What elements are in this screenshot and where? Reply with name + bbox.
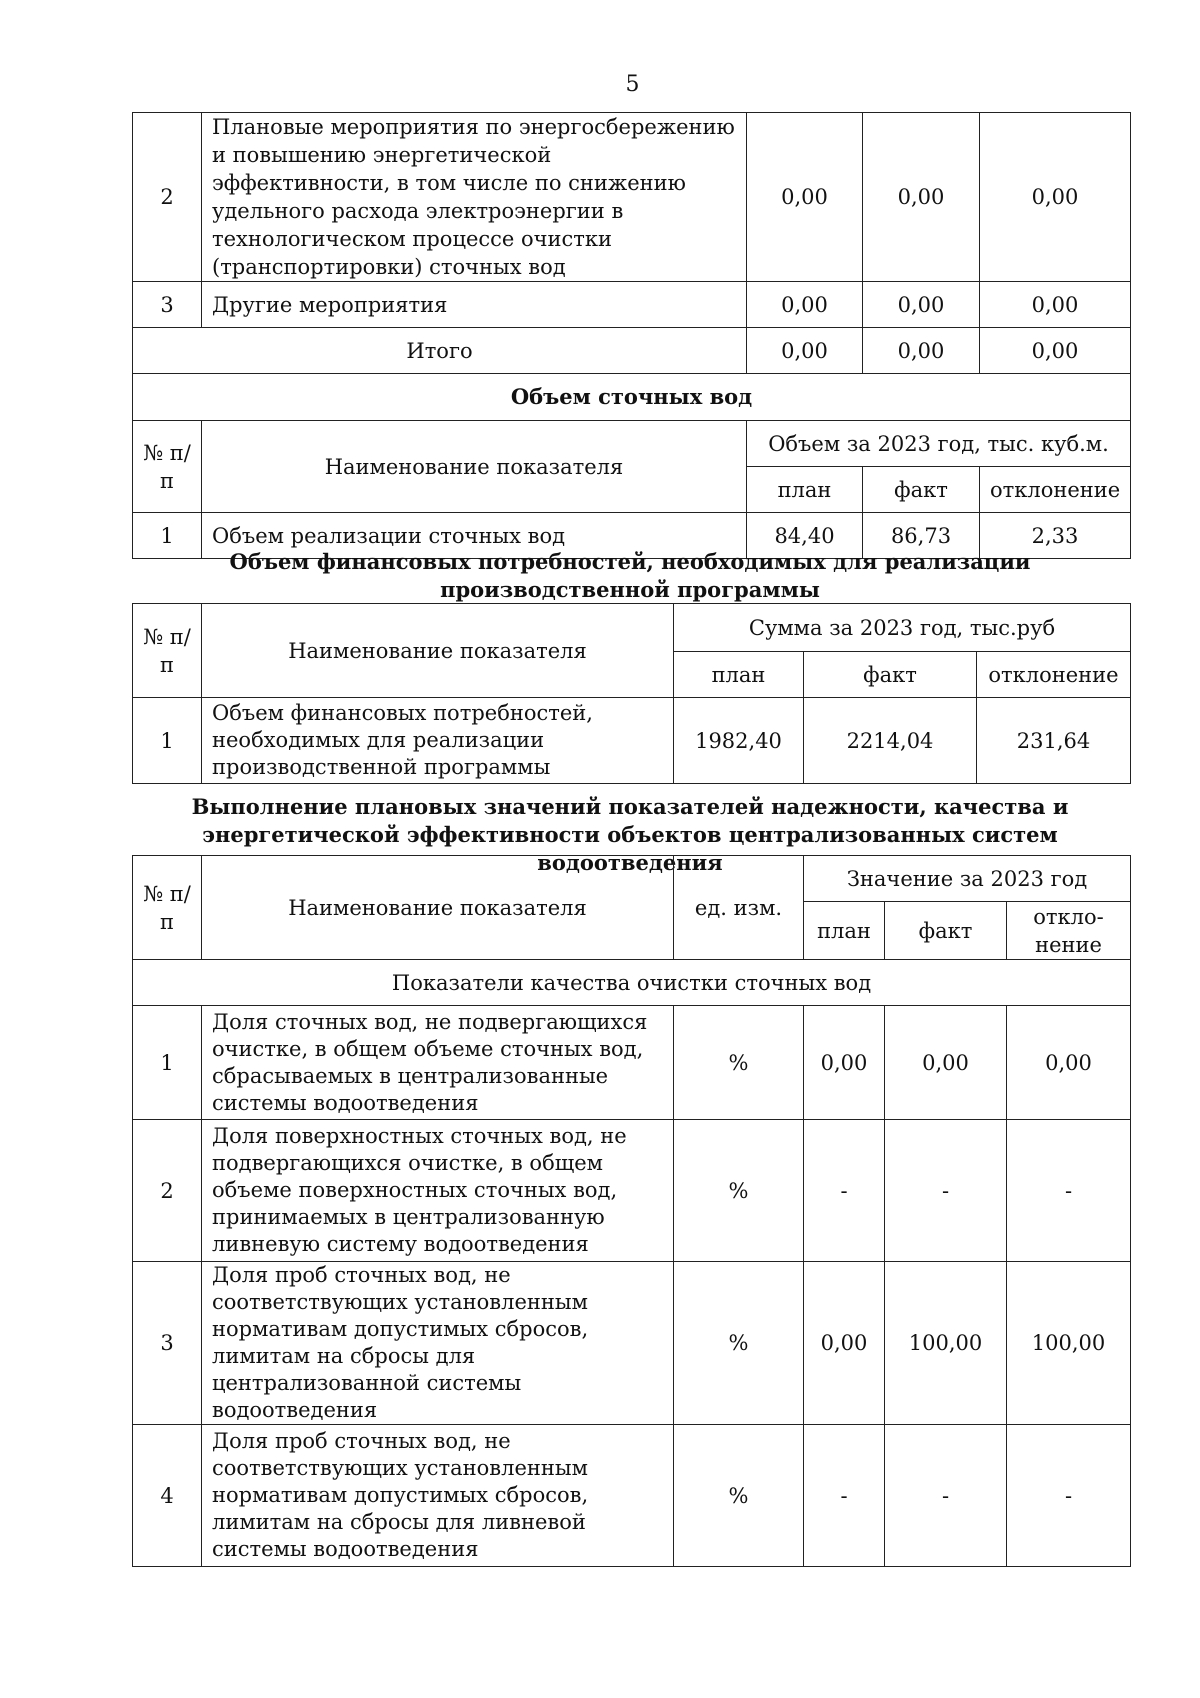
header-plan: план	[747, 467, 863, 513]
header-plan: план	[674, 652, 804, 698]
header-num: № п/п	[133, 856, 202, 960]
header-unit: ед. изм.	[674, 856, 804, 960]
header-fact: факт	[863, 467, 980, 513]
header-name: Наименование показателя	[202, 856, 674, 960]
row-name: Доля проб сточных вод, не соответствующих установленным нормативам допустимых сбросов, лимитам на сбросы для централизованной системы водоотведения	[202, 1262, 674, 1425]
header-group: Значение за 2023 год	[804, 856, 1131, 902]
row-plan: 1982,40	[674, 698, 804, 784]
volume-table	[132, 112, 1131, 559]
header-row	[133, 604, 1131, 652]
row-name: Доля проб сточных вод, не соответствующих установленным нормативам допустимых сбросов, лимитам на сбросы для ливневой системы водоотведения	[202, 1425, 674, 1567]
row-unit: %	[674, 1120, 804, 1262]
table-row	[133, 1006, 1131, 1120]
row-plan: 84,40	[747, 513, 863, 559]
row-unit: %	[674, 1262, 804, 1425]
row-name: Объем реализации сточных вод	[202, 513, 747, 559]
row-value: 0,00	[747, 282, 863, 328]
total-row	[133, 328, 1131, 374]
row-fact: -	[885, 1425, 1007, 1567]
header-fact: факт	[804, 652, 977, 698]
row-fact: -	[885, 1120, 1007, 1262]
row-fact: 2214,04	[804, 698, 977, 784]
total-value: 0,00	[863, 328, 980, 374]
row-plan: 0,00	[804, 1262, 885, 1425]
total-label: Итого	[133, 328, 747, 374]
row-number: 2	[133, 1120, 202, 1262]
header-name: Наименование показателя	[202, 421, 747, 513]
total-value: 0,00	[980, 328, 1131, 374]
row-value: 0,00	[863, 113, 980, 282]
row-number: 1	[133, 513, 202, 559]
header-dev: откло-нение	[1007, 902, 1131, 960]
row-number: 4	[133, 1425, 202, 1567]
row-dev: 231,64	[977, 698, 1131, 784]
page-number: 5	[625, 72, 640, 97]
row-value: 0,00	[863, 282, 980, 328]
row-dev: 2,33	[980, 513, 1131, 559]
row-plan: -	[804, 1120, 885, 1262]
header-fact: факт	[885, 902, 1007, 960]
row-name: Объем финансовых потребностей, необходимых для реализации производственной программы	[202, 698, 674, 784]
row-value: 0,00	[747, 113, 863, 282]
row-number: 2	[133, 113, 202, 282]
row-name: Доля сточных вод, не подвергающихся очистке, в общем объеме сточных вод, сбрасываемых в централизованные системы водоотведения	[202, 1006, 674, 1120]
row-unit: %	[674, 1006, 804, 1120]
row-dev: -	[1007, 1425, 1131, 1567]
row-value: 0,00	[980, 113, 1131, 282]
indicators-table	[132, 855, 1131, 1567]
row-unit: %	[674, 1425, 804, 1567]
row-value: 0,00	[980, 282, 1131, 328]
finance-heading: Объем финансовых потребностей, необходимых для реализации производственной программы	[229, 549, 1031, 602]
row-number: 3	[133, 1262, 202, 1425]
section-title: Объем сточных вод	[133, 374, 1131, 421]
section-title-row	[133, 374, 1131, 421]
row-dev: -	[1007, 1120, 1131, 1262]
section-row	[133, 960, 1131, 1006]
finance-table	[132, 603, 1131, 784]
table-row	[133, 282, 1131, 328]
header-row	[133, 421, 1131, 467]
table-row	[133, 698, 1131, 784]
row-name: Другие мероприятия	[202, 282, 747, 328]
header-group: Объем за 2023 год, тыс. куб.м.	[747, 421, 1131, 467]
row-name: Доля поверхностных сточных вод, не подвергающихся очистке, в общем объеме поверхностных сточных вод, принимаемых в централизованную ливневую систему водоотведения	[202, 1120, 674, 1262]
row-plan: 0,00	[804, 1006, 885, 1120]
row-number: 1	[133, 1006, 202, 1120]
header-plan: план	[804, 902, 885, 960]
header-dev: отклонение	[977, 652, 1131, 698]
row-fact: 100,00	[885, 1262, 1007, 1425]
header-dev: отклонение	[980, 467, 1131, 513]
row-fact: 86,73	[863, 513, 980, 559]
row-number: 3	[133, 282, 202, 328]
header-group: Сумма за 2023 год, тыс.руб	[674, 604, 1131, 652]
row-dev: 0,00	[1007, 1006, 1131, 1120]
header-num: № п/п	[133, 604, 202, 698]
section-label: Показатели качества очистки сточных вод	[133, 960, 1131, 1006]
row-fact: 0,00	[885, 1006, 1007, 1120]
table-row	[133, 1120, 1131, 1262]
table-row	[133, 113, 1131, 282]
table-row	[133, 1262, 1131, 1425]
header-row	[133, 856, 1131, 902]
total-value: 0,00	[747, 328, 863, 374]
header-name: Наименование показателя	[202, 604, 674, 698]
row-name: Плановые мероприятия по энергосбережению и повышению энергетической эффективности, в том числе по снижению удельного расхода электроэнергии в технологическом процессе очистки (транспортировки) сточных вод	[202, 113, 747, 282]
table-row	[133, 1425, 1131, 1567]
header-num: № п/п	[133, 421, 202, 513]
row-dev: 100,00	[1007, 1262, 1131, 1425]
indicators-heading: Выполнение плановых значений показателей надежности, качества и энергетической эффективности объектов централизованных систем водоотведения	[191, 794, 1069, 875]
row-number: 1	[133, 698, 202, 784]
row-plan: -	[804, 1425, 885, 1567]
